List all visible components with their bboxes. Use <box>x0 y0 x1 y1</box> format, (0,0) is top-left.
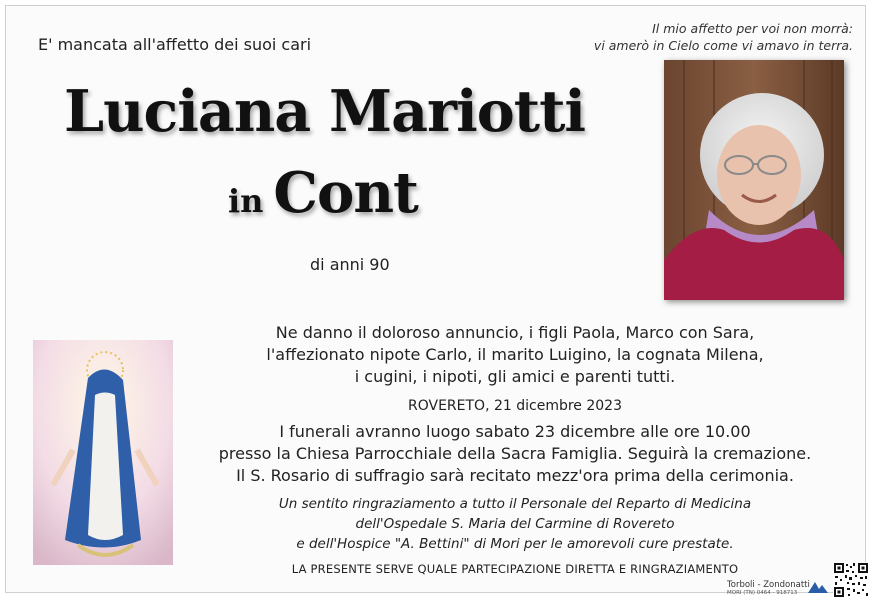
funeral-line: Il S. Rosario di suffragio sarà recitato mezz'ora prima della cerimonia. <box>236 466 794 485</box>
thanks-line: e dell'Hospice "A. Bettini" di Mori per le amorevoli cure prestate. <box>296 536 734 552</box>
thanks <box>215 494 815 554</box>
married-surname: Cont <box>273 160 418 226</box>
intro-text: E' mancata all'affetto dei suoi cari <box>38 35 312 54</box>
funeral-line: presso la Chiesa Parrocchiale della Sacra Famiglia. Seguirà la cremazione. <box>218 444 812 463</box>
footer-notice: LA PRESENTE SERVE QUALE PARTECIPAZIONE DIRETTA E RINGRAZIAMENTO <box>291 562 739 576</box>
married-name <box>228 160 418 226</box>
agency-block <box>727 580 827 598</box>
qr-code-icon[interactable] <box>833 562 869 598</box>
announcement <box>230 322 800 388</box>
married-prefix: in <box>228 182 264 220</box>
madonna-image <box>33 340 173 565</box>
agency-logo-icon <box>807 580 829 594</box>
age: di anni 90 <box>310 255 390 274</box>
funeral-info <box>215 421 815 487</box>
thanks-line: dell'Ospedale S. Maria del Carmine di Rovereto <box>355 516 675 532</box>
deceased-name: Luciana Mariotti <box>64 78 586 145</box>
place-date: ROVERETO, 21 dicembre 2023 <box>408 398 622 414</box>
quote-line-1: Il mio affetto per voi non morrà: <box>652 21 853 36</box>
quote <box>594 20 853 54</box>
thanks-line: Un sentito ringraziamento a tutto il Personale del Reparto di Medicina <box>278 496 752 512</box>
agency-name: Torboli - Zondonatti <box>727 580 810 590</box>
quote-line-2: vi amerò in Cielo come vi amavo in terra. <box>593 38 853 53</box>
funeral-line: I funerali avranno luogo sabato 23 dicembre alle ore 10.00 <box>279 422 751 441</box>
announcement-line: i cugini, i nipoti, gli amici e parenti tutti. <box>354 367 676 386</box>
announcement-line: l'affezionato nipote Carlo, il marito Luigino, la cognata Milena, <box>266 345 764 364</box>
announcement-line: Ne danno il doloroso annuncio, i figli Paola, Marco con Sara, <box>275 323 755 342</box>
portrait-photo <box>664 60 844 300</box>
agency-phone: MORI (TN) 0464 - 918713 <box>727 590 798 596</box>
